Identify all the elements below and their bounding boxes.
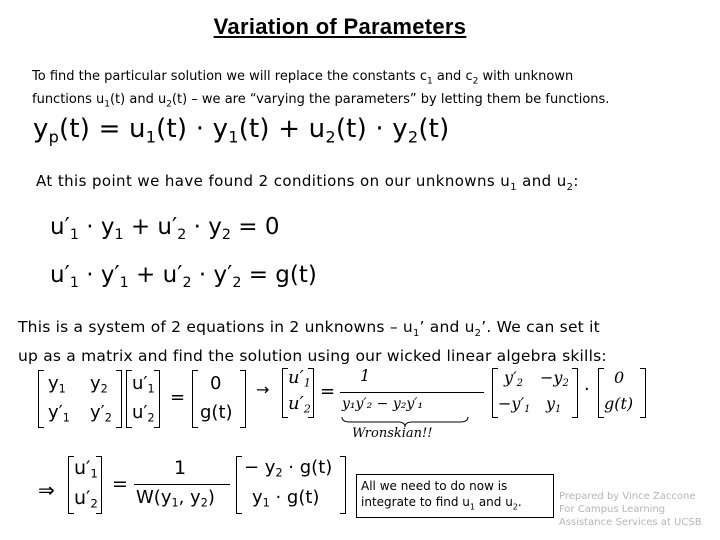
equals-sign: = bbox=[112, 473, 128, 495]
right-bracket bbox=[154, 370, 160, 428]
right-bracket bbox=[640, 368, 646, 418]
wronskian-denominator: $W(y_1$, $y_2$) bbox=[136, 487, 215, 510]
left-bracket bbox=[236, 456, 242, 514]
conditions-text: At this point we have found 2 conditions on our unknowns $u_1$ and $u_2$: bbox=[36, 172, 579, 193]
rhs-entry-0: 0 bbox=[210, 373, 222, 394]
note-box: All we need to do now is integrate to find $u_1$ and $u_2$. bbox=[356, 474, 554, 518]
arrow-icon: → bbox=[256, 380, 270, 399]
fraction-numerator: 1 bbox=[174, 457, 187, 479]
left-bracket bbox=[38, 370, 44, 428]
matrix-entry-y2-prime: $y'_2$ bbox=[504, 368, 523, 389]
credit-text: Prepared by Vince Zaccone For Campus Learning Assistance Services at UCSB bbox=[559, 491, 702, 528]
right-bracket bbox=[308, 368, 314, 418]
equals-sign: = bbox=[170, 387, 186, 408]
unknown-u1-prime: $u'_1$ bbox=[132, 373, 155, 396]
rhs-entry-g: g(t) bbox=[200, 402, 233, 423]
result-entry-2: $y_1 \cdot g(t)$ bbox=[252, 487, 320, 510]
matrix-entry-y1: $y_1$ bbox=[546, 394, 562, 415]
fraction-bar bbox=[134, 484, 230, 485]
matrix-entry-y1: $y_1$ bbox=[48, 373, 66, 396]
vector-entry-g: g(t) bbox=[604, 394, 634, 413]
particular-solution-equation: $y_p(t) = u_1(t) \cdot y_1(t) + u_2(t) \cdot y_2(t)$ bbox=[33, 114, 450, 147]
dot-operator: · bbox=[584, 379, 590, 400]
matrix-entry-y2-prime: $y'_2$ bbox=[90, 402, 112, 425]
wronskian-denominator: y₁y′₂ − y₂y′₁ bbox=[342, 396, 424, 412]
right-bracket bbox=[240, 370, 246, 428]
condition-equation-1: $u'_1 \cdot y_1 + u'_2 \cdot y_2 = 0$ bbox=[50, 214, 280, 243]
vector-entry-0: 0 bbox=[614, 368, 625, 387]
matrix-entry-neg-y2: $-y_2$ bbox=[540, 368, 569, 389]
result-entry-1: − $y_2 \cdot g(t)$ bbox=[244, 457, 333, 480]
right-bracket bbox=[116, 370, 122, 428]
left-bracket bbox=[192, 370, 198, 428]
implies-icon: ⇒ bbox=[38, 478, 55, 502]
unknown-u1-prime: $u'_1$ bbox=[288, 367, 311, 390]
right-bracket bbox=[340, 456, 346, 514]
wronskian-label: Wronskian!! bbox=[352, 426, 433, 441]
condition-equation-2: $u'_1 \cdot y'_1 + u'_2 \cdot y'_2 = g(t)$ bbox=[50, 262, 317, 291]
unknown-u1-prime: $u'_1$ bbox=[74, 457, 98, 481]
equals-sign: = bbox=[320, 381, 336, 402]
right-bracket bbox=[96, 456, 102, 514]
matrix-entry-y1-prime: $y'_1$ bbox=[48, 402, 70, 425]
intro-paragraph: To find the particular solution we will replace the constants $c_1$ and $c_2$ with unknown functions $u_1(t)$ and $u_2(t)$ – we are “varying the parameters” by letting them be functions. bbox=[32, 69, 610, 110]
unknown-u2-prime: $u'_2$ bbox=[288, 393, 311, 416]
fraction-numerator: 1 bbox=[360, 366, 371, 385]
fraction-bar bbox=[340, 392, 484, 393]
unknown-u2-prime: $u'_2$ bbox=[74, 487, 98, 511]
page-title: Variation of Parameters bbox=[213, 14, 467, 39]
system-text: This is a system of 2 equations in 2 unknowns – $u_1$’ and $u_2$’. We can set it up as a matrix and find the solution using our wicked linear algebra skills: bbox=[18, 318, 607, 366]
matrix-entry-neg-y1-prime: $-y'_1$ bbox=[498, 394, 531, 415]
matrix-entry-y2: $y_2$ bbox=[90, 373, 108, 396]
unknown-u2-prime: $u'_2$ bbox=[132, 402, 155, 425]
right-bracket bbox=[572, 368, 578, 418]
